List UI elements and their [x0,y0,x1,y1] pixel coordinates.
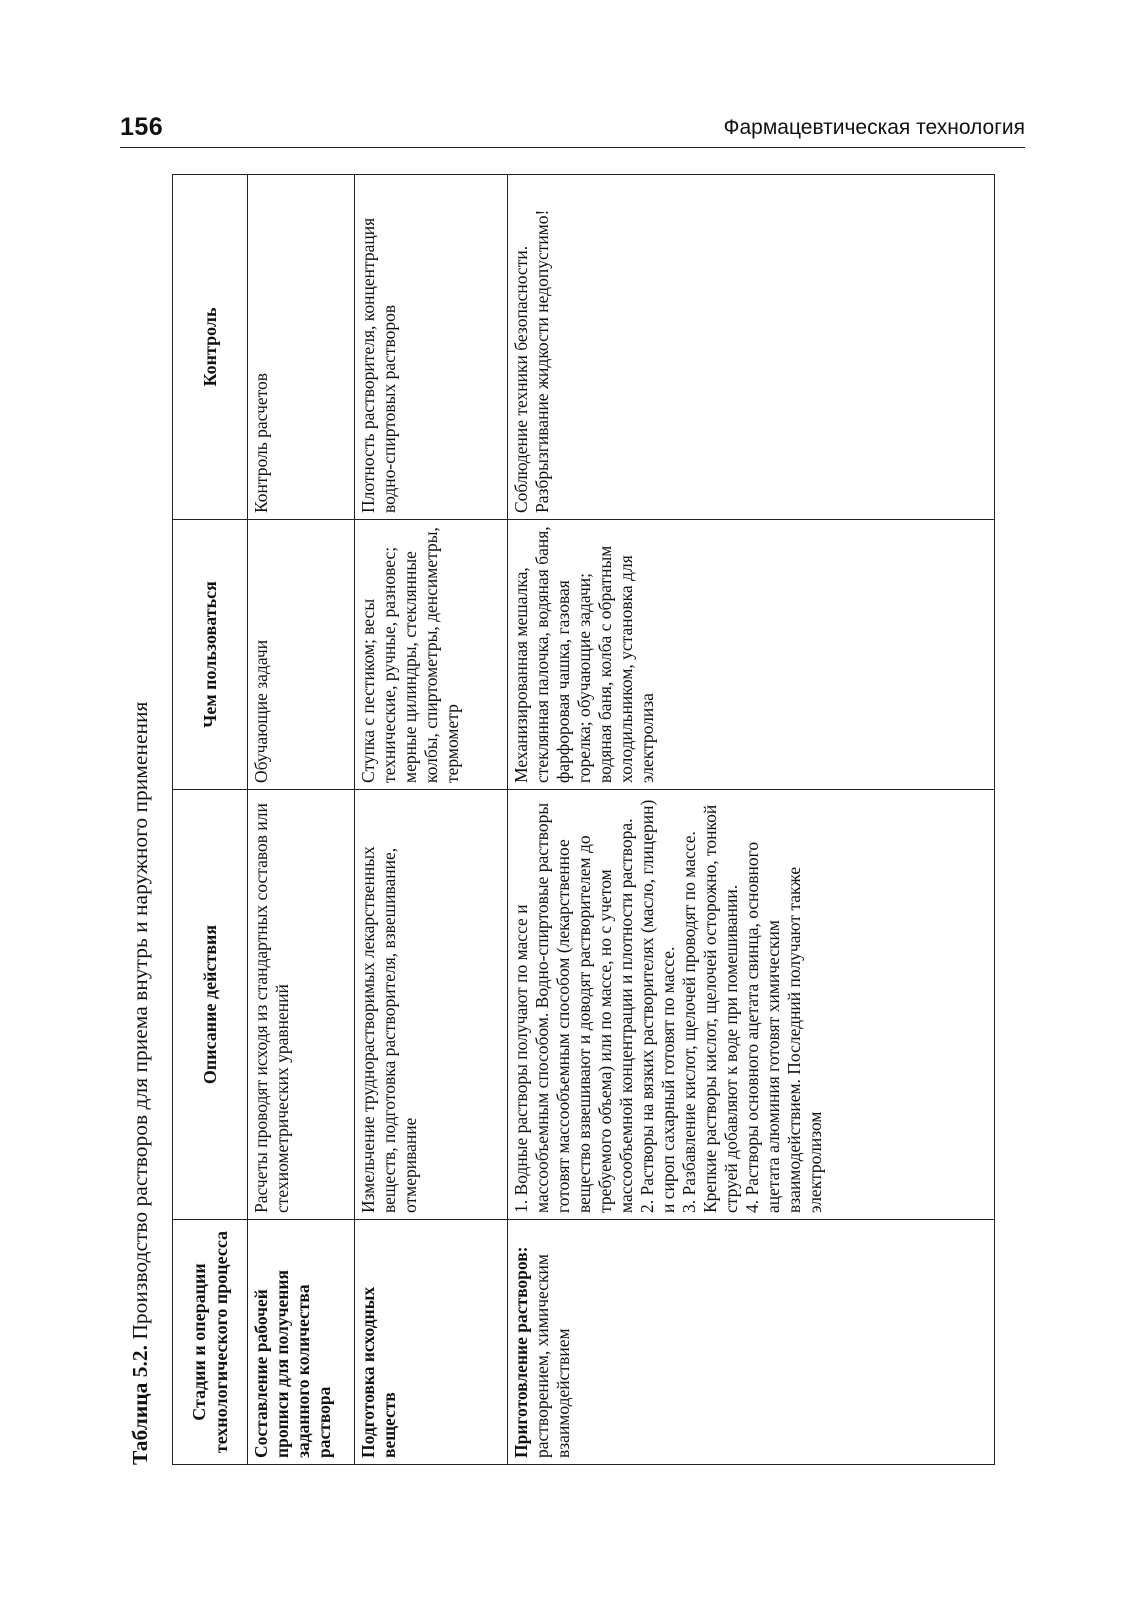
table-header-row [173,175,248,1465]
control-cell: Контроль расчетов [248,175,355,520]
running-title: Фармацевтическая технология [723,116,1025,139]
description-text: Измельчение труднорастворимых лекарственных веществ, подготовка растворителя, взвешивание, отмеривание [357,846,420,1213]
table-row [508,175,995,1465]
rotated-table-block [120,175,995,1465]
header-control: Контроль [173,175,248,520]
description-item-4: 4. Растворы основного ацетата свинца, основного ацетата алюминия готовят химическим взаимодействием. Последний получают также электролизом [742,841,825,1213]
header-stages: Стадии и операции технологического процесса [173,1220,248,1465]
control-cell: Соблюдение техники безопасности. Разбрызгивание жидкости недопустимо! [508,175,995,520]
description-item-3: 3. Разбавление кислот, щелочей проводят по массе. Крепкие растворы кислот, щелочей осторожно, тонкой струей добавляют к воде при помешивании. [679,804,741,1213]
caption-label: Таблица 5.2. [128,1345,152,1465]
page-header [120,107,1025,148]
tools-cell: Механизированная мешалка, стеклянная палочка, водяная баня, фарфоровая чашка, газовая горелка; обучающие задачи; водяная баня, колба с обратным холодильником, установка для электролиза [508,520,995,790]
tools-cell: Ступка с пестиком; весы технические, ручные, разновес; мерные цилиндры, стеклянные колбы, спиртометры, денсиметры, термометр [354,520,507,790]
tools-cell: Обучающие задачи [248,520,355,790]
caption-text: Производство растворов для приема внутрь и наружного применения [128,701,152,1346]
stage-subtitle: растворением, химическим взаимодействием [532,1254,573,1458]
stage-title: Приготовление растворов: [511,1246,531,1458]
table-row [354,175,507,1465]
stage-cell [354,1220,507,1465]
page-number: 156 [120,113,164,141]
stage-title: Составление рабочей прописи для получения заданного количества раствора [251,1270,334,1458]
description-text: Расчеты проводят исходя из стандартных составов или стехиометрических уравнений [251,803,292,1213]
solutions-table [172,174,995,1465]
stage-title: Подготовка исходных веществ [357,1286,399,1458]
description-item-1: 1. Водные растворы получают по массе и массообъемным способом. Водно-спиртовые растворы готовят массообъемным способом (лекарственное вещество взвешивают и доводят растворителем до требуемого объема) или по массе, но с учетом массообъемной концентрации и плотности раствора. [511,802,636,1213]
stage-cell [508,1220,995,1465]
table-caption [120,175,160,1465]
description-cell [508,790,995,1220]
table-row [248,175,355,1465]
description-cell [248,790,355,1220]
control-cell: Плотность растворителя, концентрация водно-спиртовых растворов [354,175,507,520]
description-cell [354,790,507,1220]
description-item-2: 2. Растворы на вязких растворителях (масло, глицерин) и сироп сахарный готовят по массе. [637,799,678,1213]
header-description: Описание действия [173,790,248,1220]
stage-cell [248,1220,355,1465]
header-tools: Чем пользоваться [173,520,248,790]
